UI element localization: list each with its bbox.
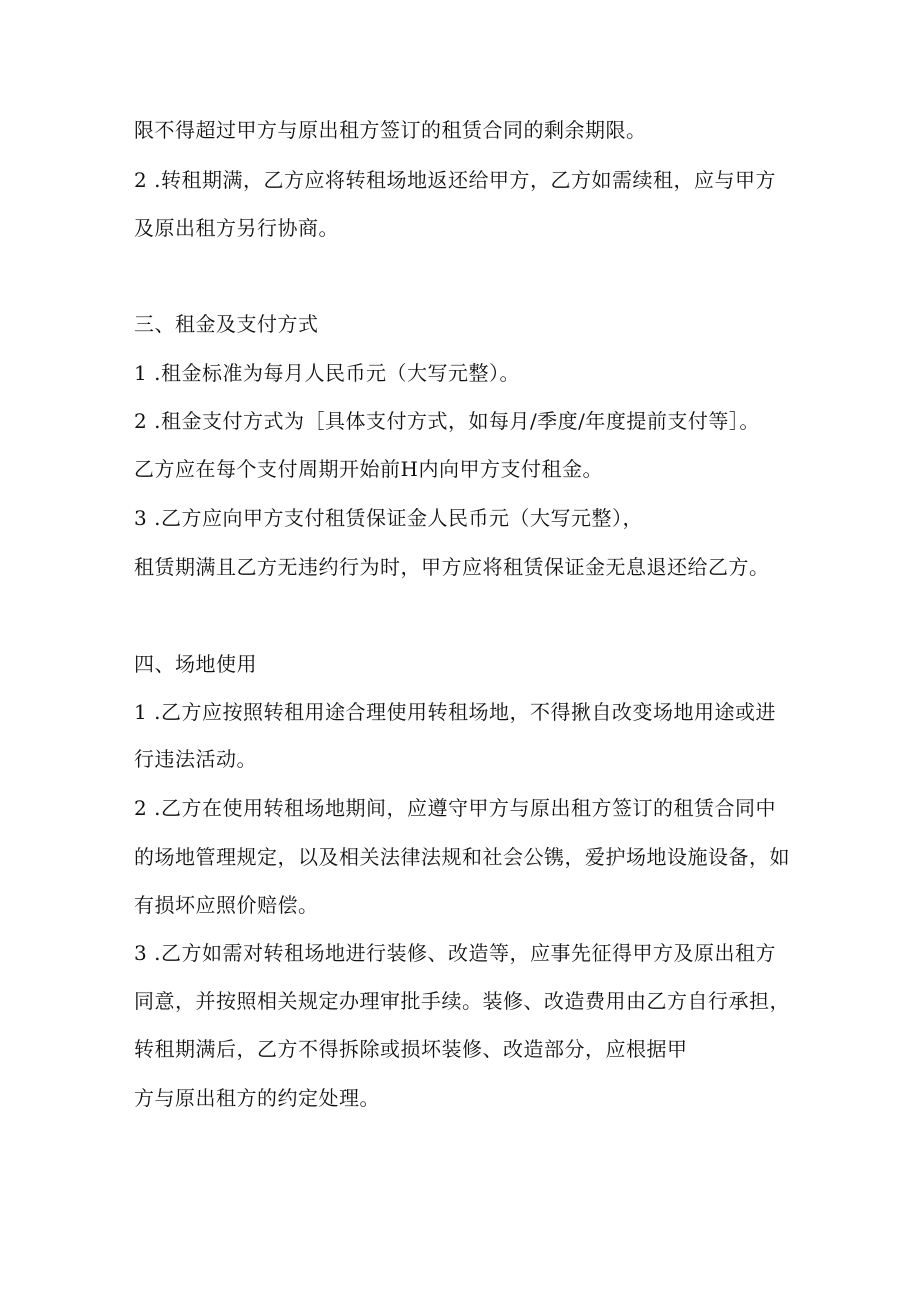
text-line: 行违法活动。: [134, 747, 257, 771]
text-line: 乙方应在每个支付周期开始前H内向甲方支付租金。: [134, 457, 603, 481]
text-line: 同意，并按照相关规定办理审批手续。装修、改造费用由乙方自行承担，: [134, 989, 790, 1013]
text-line: 的场地管理规定，以及相关法律法规和社会公镌，爱护场地设施设备，如: [134, 845, 790, 869]
text-line: 2 .租金支付方式为［具体支付方式，如每月/季度/年度提前支付等］。: [134, 409, 760, 433]
text-line: 1 .租金标准为每月人民币元（大写元整）。: [134, 361, 520, 385]
text-line: 及原出租方另行协商。: [134, 216, 339, 240]
text-line: 租赁期满且乙方无违约行为时，甲方应将租赁保证金无息退还给乙方。: [134, 555, 770, 579]
text-line: 有损坏应照价赔偿。: [134, 893, 319, 917]
text-line: 转租期满后，乙方不得拆除或损坏装修、改造部分，应根据甲: [134, 1037, 688, 1061]
text-line: 3 .乙方如需对转租场地进行装修、改造等，应事先征得甲方及原出租方: [134, 941, 776, 965]
section-heading: 四、场地使用: [134, 652, 257, 676]
text-line: 2 .转租期满，乙方应将转租场地返还给甲方，乙方如需续租，应与甲方: [134, 168, 776, 192]
text-line: 3 .乙方应向甲方支付租赁保证金人民币元（大写元整），: [134, 506, 643, 530]
text-line: 方与原出租方的约定处理。: [134, 1086, 380, 1110]
text-line: 限不得超过甲方与原出租方签订的租赁合同的剩余期限。: [134, 118, 647, 142]
section-heading: 三、租金及支付方式: [134, 312, 319, 336]
text-line: 1 .乙方应按照转租用途合理使用转租场地，不得揪自改变场地用途或进: [134, 700, 776, 724]
text-line: 2 .乙方在使用转租场地期间，应遵守甲方与原出租方签订的租赁合同中: [134, 796, 776, 820]
